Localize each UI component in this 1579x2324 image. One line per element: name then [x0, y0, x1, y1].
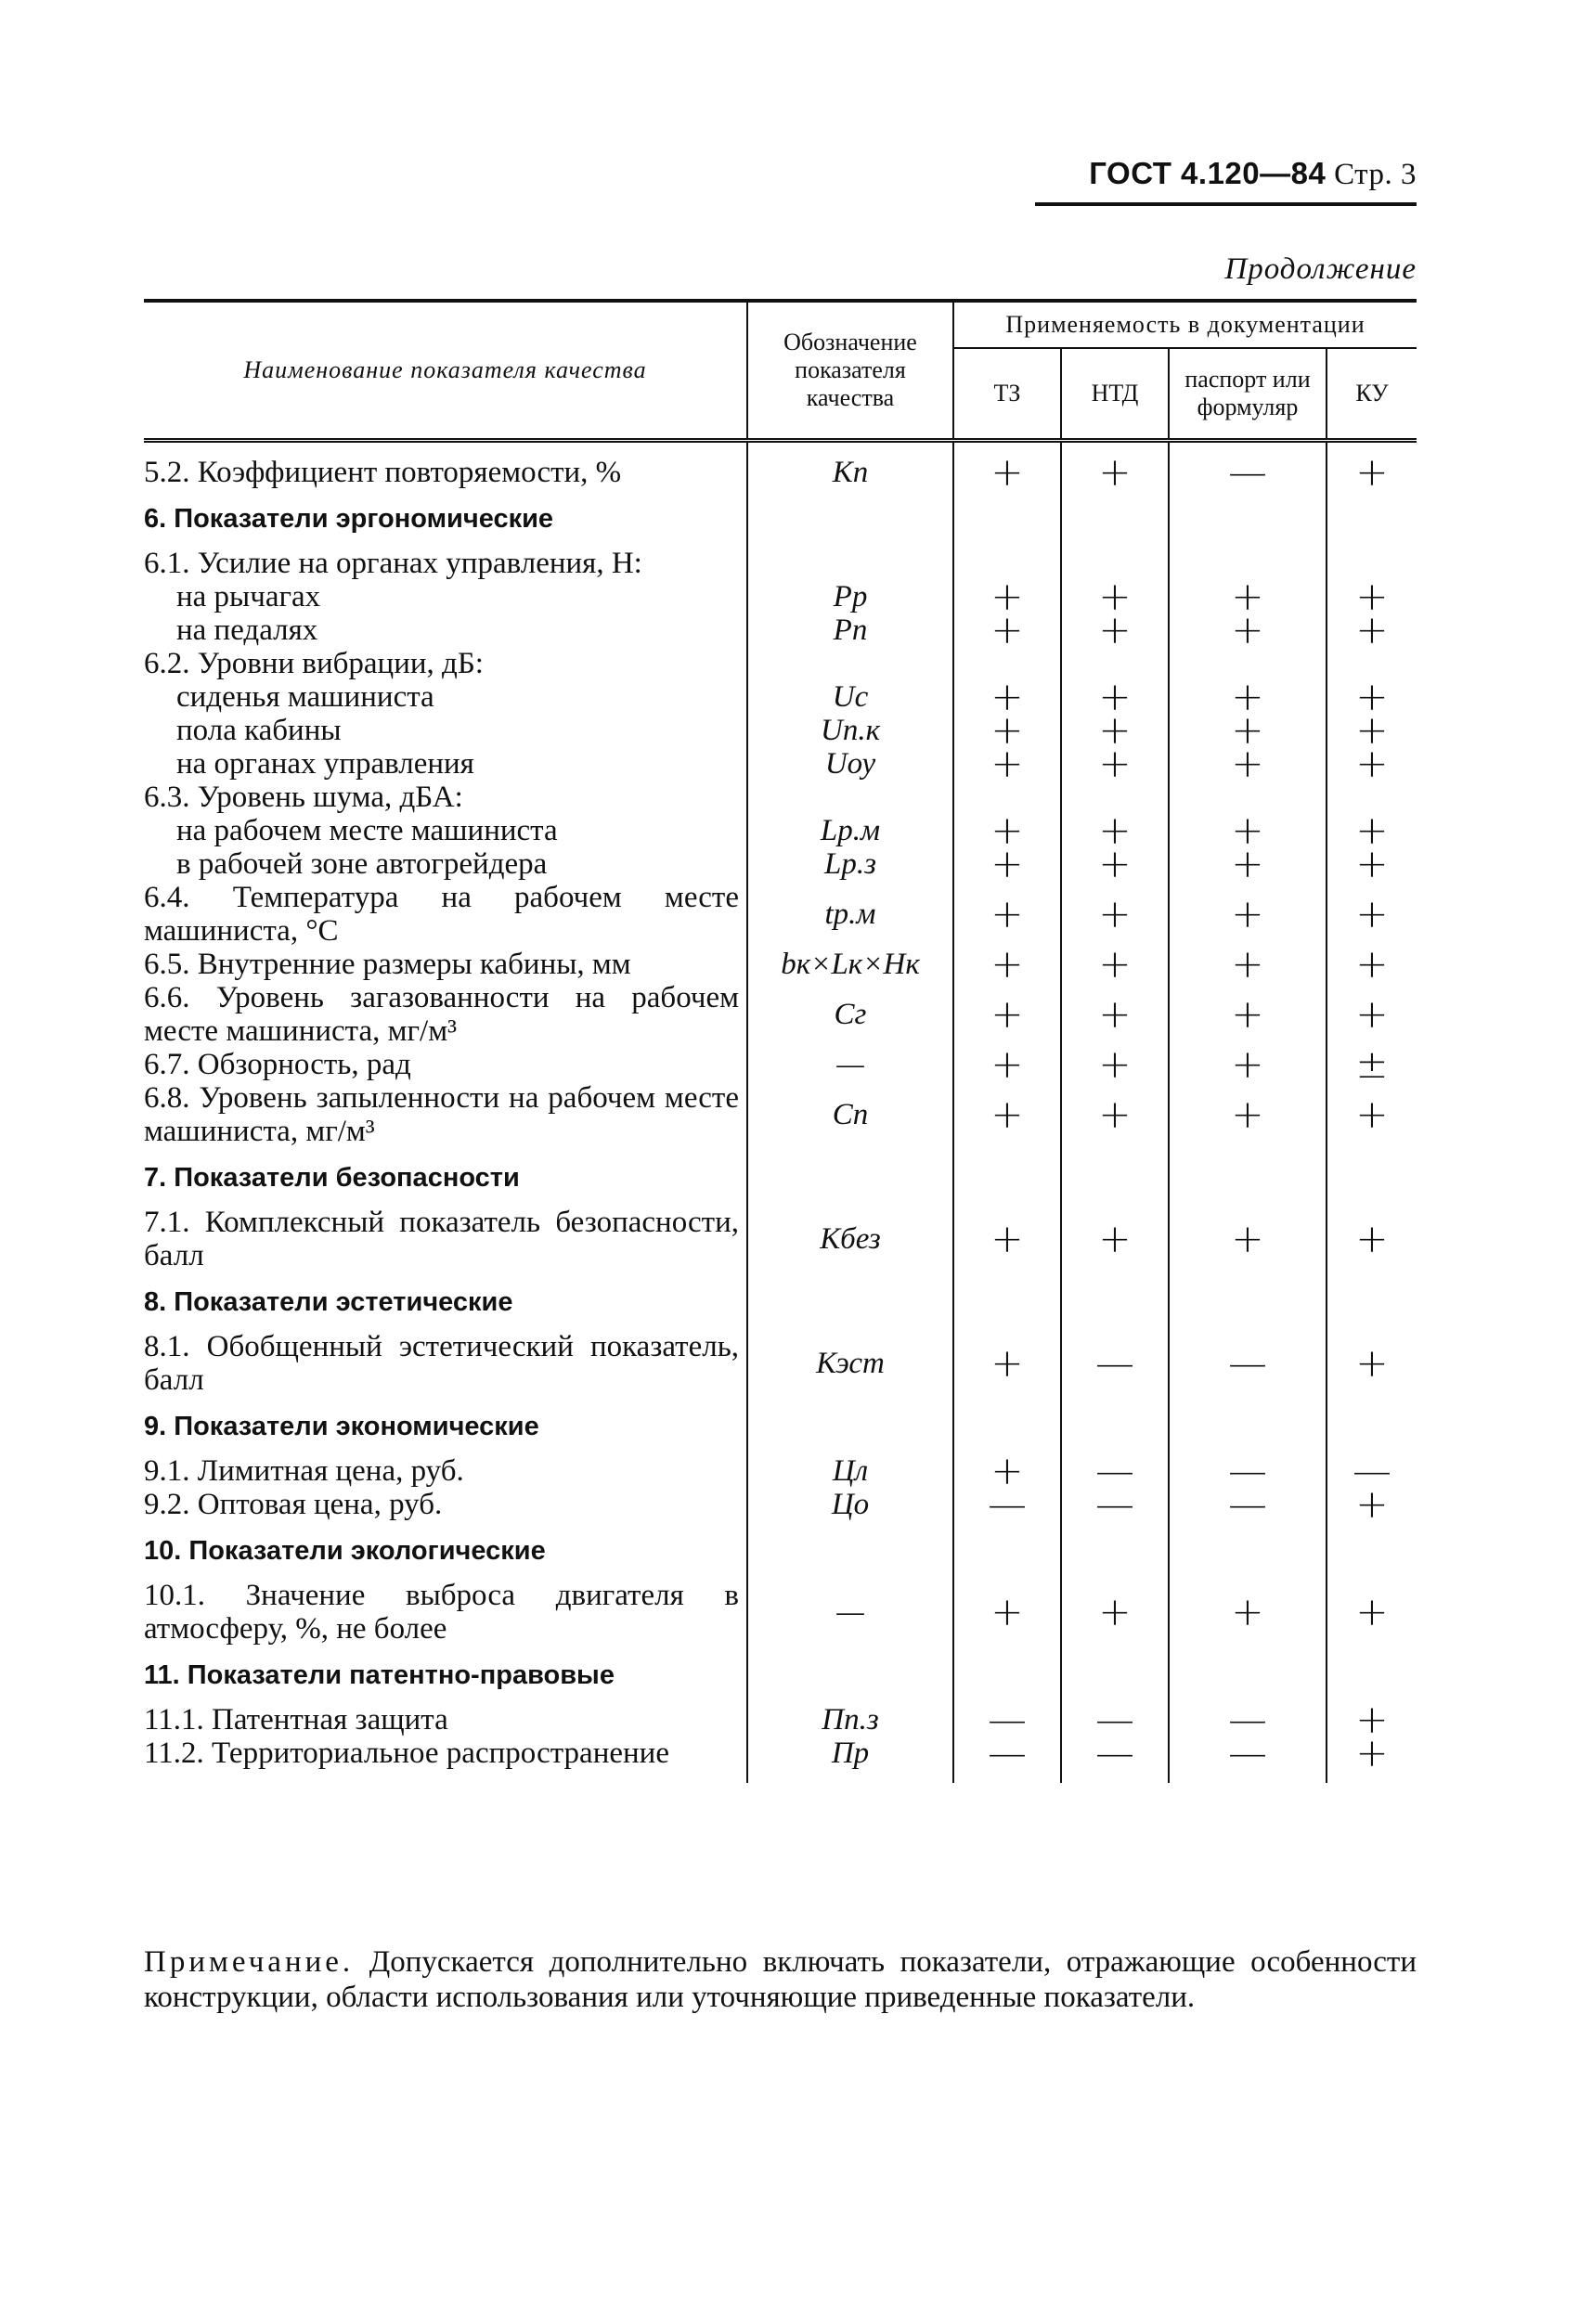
indicator-name: пола кабины [176, 714, 342, 747]
empty-cell [1327, 1272, 1417, 1330]
empty-cell [747, 1272, 953, 1330]
indicator-symbol: Pп [747, 613, 953, 647]
mark-ku: + [1327, 1579, 1417, 1646]
table-row [144, 1579, 1417, 1646]
mark-tz: + [953, 747, 1061, 781]
empty-cell [1061, 1646, 1169, 1703]
table-note [144, 1944, 1417, 2015]
table-row [144, 781, 1417, 814]
empty-cell [1327, 1521, 1417, 1579]
mark-tz: + [953, 847, 1061, 881]
indicator-name: 6.1. Усилие на органах управления, Н: [144, 547, 642, 580]
table-row [144, 1488, 1417, 1521]
table-row [144, 1330, 1417, 1397]
header-indicator-name: Наименование показателя качества [144, 301, 747, 441]
mark-passport: — [1169, 1703, 1327, 1737]
empty-cell [747, 1397, 953, 1454]
mark-passport: + [1169, 680, 1327, 714]
spacer-row [144, 441, 1417, 457]
table-row [144, 580, 1417, 613]
empty-cell [1061, 1397, 1169, 1454]
mark-passport: + [1169, 1048, 1327, 1081]
mark-tz: + [953, 1048, 1061, 1081]
empty-cell [1169, 1272, 1327, 1330]
table-row [144, 714, 1417, 747]
mark-passport: + [1169, 714, 1327, 747]
mark-tz: + [953, 1454, 1061, 1488]
mark-ku: + [1327, 847, 1417, 881]
note-label: Примечание. [144, 1945, 355, 1979]
indicator-name: на органах управления [176, 747, 474, 781]
section-title: 10. Показатели экологические [144, 1536, 546, 1566]
mark-passport: — [1169, 1488, 1327, 1521]
mark-passport: + [1169, 948, 1327, 981]
table-row [144, 1737, 1417, 1770]
running-header [1089, 156, 1417, 192]
indicator-symbol: Кп [747, 456, 953, 489]
mark-ntd: + [1061, 948, 1169, 981]
mark-ntd: + [1061, 1206, 1169, 1272]
note-text: Допускается дополнительно включать показатели, отражающие особенности конструкции, области использования или уточняющие приведенные показатели. [144, 1945, 1417, 2014]
mark-ntd: — [1061, 1454, 1169, 1488]
mark-tz: + [953, 680, 1061, 714]
section-row [144, 1397, 1417, 1454]
table-body [144, 441, 1417, 1784]
standard-number: ГОСТ 4.120—84 [1089, 156, 1327, 190]
header-indicator-symbol: Обозначение показателя качества [747, 301, 953, 441]
indicator-symbol: Lр.м [747, 814, 953, 847]
section-title: 11. Показатели патентно-правовые [144, 1660, 615, 1690]
section-row [144, 1148, 1417, 1206]
mark-ntd: + [1061, 456, 1169, 489]
indicator-symbol [747, 547, 953, 580]
table-row [144, 814, 1417, 847]
mark-tz: + [953, 881, 1061, 948]
empty-cell [1061, 1148, 1169, 1206]
indicator-symbol: Цо [747, 1488, 953, 1521]
table-row [144, 647, 1417, 680]
mark-ku: + [1327, 613, 1417, 647]
indicator-name: 11.1. Патентная защита [144, 1703, 448, 1737]
mark-ntd: — [1061, 1330, 1169, 1397]
mark-ntd: — [1061, 1703, 1169, 1737]
section-row [144, 489, 1417, 547]
indicator-symbol: Lр.з [747, 847, 953, 881]
mark-tz: + [953, 456, 1061, 489]
spacer-row [144, 1770, 1417, 1783]
mark-ku: + [1327, 1330, 1417, 1397]
mark-passport: + [1169, 881, 1327, 948]
indicator-name: 6.7. Обзорность, рад [144, 1048, 411, 1081]
quality-indicators-table [144, 299, 1417, 1783]
empty-cell [1061, 1272, 1169, 1330]
mark-ku: + [1327, 714, 1417, 747]
table-row [144, 547, 1417, 580]
table-row [144, 1081, 1417, 1148]
mark-ntd: + [1061, 814, 1169, 847]
indicator-name: 7.1. Комплексный показатель безопасности, балл [144, 1206, 739, 1272]
empty-cell [953, 1397, 1061, 1454]
indicator-name: 8.1. Обобщенный эстетический показатель, балл [144, 1330, 739, 1397]
mark-tz: — [953, 1488, 1061, 1521]
empty-cell [953, 1272, 1061, 1330]
indicator-name: 6.4. Температура на рабочем месте машиниста, °С [144, 881, 739, 948]
section-title: 9. Показатели экономические [144, 1412, 539, 1441]
mark-passport: — [1169, 1737, 1327, 1770]
empty-cell [953, 489, 1061, 547]
indicator-symbol: — [747, 1048, 953, 1081]
continued-label: Продолжение [1224, 252, 1417, 286]
mark-tz: + [953, 613, 1061, 647]
empty-cell [1169, 1397, 1327, 1454]
mark-ku: + [1327, 747, 1417, 781]
mark-ntd: + [1061, 1048, 1169, 1081]
mark-ntd: + [1061, 1579, 1169, 1646]
mark-tz: + [953, 948, 1061, 981]
mark-passport: + [1169, 814, 1327, 847]
mark-passport: + [1169, 847, 1327, 881]
table-row [144, 1454, 1417, 1488]
indicator-name: на педалях [176, 613, 318, 647]
mark-passport: + [1169, 580, 1327, 613]
table-row [144, 747, 1417, 781]
indicator-name: 11.2. Территориальное распространение [144, 1737, 669, 1770]
mark-ntd: + [1061, 613, 1169, 647]
mark-passport: + [1169, 1579, 1327, 1646]
table-row [144, 1048, 1417, 1081]
indicator-symbol: Сг [747, 981, 953, 1048]
mark-ku: + [1327, 1703, 1417, 1737]
mark-tz: + [953, 1081, 1061, 1148]
indicator-name: 6.6. Уровень загазованности на рабочем месте машиниста, мг/м³ [144, 981, 739, 1048]
empty-cell [953, 1148, 1061, 1206]
mark-tz: + [953, 1330, 1061, 1397]
indicator-symbol: tр.м [747, 881, 953, 948]
indicator-name: 9.1. Лимитная цена, руб. [144, 1454, 464, 1488]
mark-tz: + [953, 580, 1061, 613]
table-row [144, 1206, 1417, 1272]
indicator-symbol: Пп.з [747, 1703, 953, 1737]
mark-tz: + [953, 714, 1061, 747]
indicator-name: на рычагах [176, 580, 321, 613]
mark-ntd: + [1061, 881, 1169, 948]
indicator-symbol: Uс [747, 680, 953, 714]
empty-cell [1169, 489, 1327, 547]
mark-ku: + [1327, 680, 1417, 714]
header-rule [1035, 202, 1417, 206]
table-row [144, 613, 1417, 647]
mark-ntd: + [1061, 580, 1169, 613]
mark-ku: + [1327, 881, 1417, 948]
indicator-symbol: Цл [747, 1454, 953, 1488]
table-row [144, 981, 1417, 1048]
mark-ku: + [1327, 981, 1417, 1048]
mark-ntd: + [1061, 847, 1169, 881]
mark-ku: + [1327, 1081, 1417, 1148]
indicator-name: 10.1. Значение выброса двигателя в атмосферу, %, не более [144, 1579, 739, 1646]
indicator-symbol: — [747, 1579, 953, 1646]
empty-cell [1061, 1521, 1169, 1579]
table-row [144, 881, 1417, 948]
empty-cell [747, 489, 953, 547]
mark-passport: — [1169, 456, 1327, 489]
indicator-symbol [747, 781, 953, 814]
empty-cell [1327, 489, 1417, 547]
mark-ntd: + [1061, 747, 1169, 781]
mark-ntd: + [1061, 714, 1169, 747]
indicator-name: на рабочем месте машиниста [176, 814, 558, 847]
indicator-symbol: Pр [747, 580, 953, 613]
indicator-symbol: Кэст [747, 1330, 953, 1397]
indicator-symbol: bк×Lк×Hк [747, 948, 953, 981]
mark-ku: + [1327, 1488, 1417, 1521]
header-ntd: НТД [1061, 348, 1169, 441]
empty-cell [747, 1646, 953, 1703]
mark-tz: + [953, 1206, 1061, 1272]
indicator-name: 6.8. Уровень запыленности на рабочем месте машиниста, мг/м³ [144, 1081, 739, 1148]
mark-ntd: + [1061, 1081, 1169, 1148]
section-row [144, 1521, 1417, 1579]
mark-ntd: — [1061, 1488, 1169, 1521]
indicator-name: 9.2. Оптовая цена, руб. [144, 1488, 443, 1521]
indicator-name: 6.2. Уровни вибрации, дБ: [144, 647, 484, 680]
mark-tz: + [953, 981, 1061, 1048]
table-row [144, 847, 1417, 881]
empty-cell [1327, 1148, 1417, 1206]
mark-ku: + [1327, 456, 1417, 489]
empty-cell [1327, 1646, 1417, 1703]
table-row [144, 456, 1417, 489]
mark-passport: — [1169, 1454, 1327, 1488]
empty-cell [953, 1646, 1061, 1703]
header-ku: КУ [1327, 348, 1417, 441]
table-row [144, 948, 1417, 981]
indicator-name: 5.2. Коэффициент повторяемости, % [144, 456, 622, 489]
section-title: 6. Показатели эргономические [144, 504, 554, 534]
empty-cell [953, 1521, 1061, 1579]
mark-ku: ± [1327, 1048, 1417, 1081]
header-passport: паспорт или формуляр [1169, 348, 1327, 441]
table-row [144, 1703, 1417, 1737]
indicator-name: в рабочей зоне автогрейдера [176, 847, 548, 881]
empty-cell [747, 1521, 953, 1579]
mark-ntd: + [1061, 981, 1169, 1048]
header-tz: ТЗ [953, 348, 1061, 441]
indicator-symbol: Uоу [747, 747, 953, 781]
mark-tz: — [953, 1703, 1061, 1737]
table-row [144, 680, 1417, 714]
section-title: 8. Показатели эстетические [144, 1287, 513, 1317]
empty-cell [1327, 1397, 1417, 1454]
mark-passport: + [1169, 1206, 1327, 1272]
mark-passport: + [1169, 613, 1327, 647]
mark-tz: — [953, 1737, 1061, 1770]
mark-passport: + [1169, 1081, 1327, 1148]
indicator-name: 6.5. Внутренние размеры кабины, мм [144, 948, 631, 981]
mark-tz: + [953, 1579, 1061, 1646]
mark-passport: + [1169, 981, 1327, 1048]
header-applicability: Применяемость в документации [953, 301, 1417, 348]
section-row [144, 1646, 1417, 1703]
indicator-symbol: Пр [747, 1737, 953, 1770]
indicator-name: сиденья машиниста [176, 680, 434, 714]
mark-passport: + [1169, 747, 1327, 781]
empty-cell [1169, 1148, 1327, 1206]
mark-tz: + [953, 814, 1061, 847]
indicator-symbol: Uп.к [747, 714, 953, 747]
page-number: Стр. 3 [1334, 158, 1417, 191]
section-title: 7. Показатели безопасности [144, 1163, 520, 1193]
section-row [144, 1272, 1417, 1330]
indicator-name: 6.3. Уровень шума, дБА: [144, 781, 463, 814]
mark-ku: + [1327, 1737, 1417, 1770]
indicator-symbol [747, 647, 953, 680]
mark-ku: + [1327, 580, 1417, 613]
empty-cell [1169, 1521, 1327, 1579]
mark-passport: — [1169, 1330, 1327, 1397]
empty-cell [747, 1148, 953, 1206]
indicator-symbol: Сп [747, 1081, 953, 1148]
mark-ku: — [1327, 1454, 1417, 1488]
empty-cell [1169, 1646, 1327, 1703]
empty-cell [1061, 489, 1169, 547]
mark-ntd: — [1061, 1737, 1169, 1770]
mark-ku: + [1327, 1206, 1417, 1272]
mark-ku: + [1327, 814, 1417, 847]
mark-ku: + [1327, 948, 1417, 981]
indicator-symbol: Кбез [747, 1206, 953, 1272]
mark-ntd: + [1061, 680, 1169, 714]
